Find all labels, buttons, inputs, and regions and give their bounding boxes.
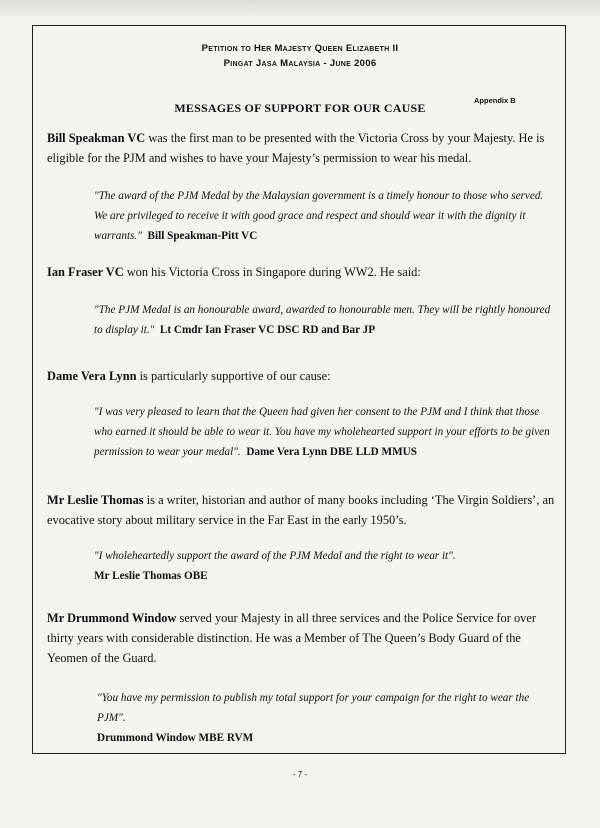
person-name: Dame Vera Lynn [47,369,137,383]
paragraph-fraser [47,262,555,282]
page-number: - 7 - [292,770,308,779]
quote-lynn [94,402,556,462]
paragraph-lynn [47,366,555,386]
paragraph-text: is a writer, historian and author of many books including ‘The Virgin Soldiers’, an evocative story about military service in the Far East in the early 1950’s. [47,493,555,527]
paragraph-text: won his Victoria Cross in Singapore during WW2. He said: [123,265,421,279]
person-name: Bill Speakman VC [47,131,146,145]
quote-text: "I was very pleased to learn that the Queen had given her consent to the PJM and I think that those who earned it should be able to wear it. You have my wholehearted support in your efforts to be given permission to wear your medal". [94,406,550,458]
document-header-title: Petition to Her Majesty Queen Elizabeth II [201,43,399,54]
quote-attribution: Mr Leslie Thomas OBE [94,570,208,582]
quote-text: "I wholeheartedly support the award of the PJM Medal and the right to wear it". [94,550,456,562]
paragraph-window [47,608,555,668]
quote-attribution: Dame Vera Lynn DBE LLD MMUS [246,446,417,458]
paragraph-text: is particularly supportive of our cause: [136,369,331,383]
section-title: MESSAGES OF SUPPORT FOR OUR CAUSE [174,101,426,115]
quote-text: "You have my permission to publish my total support for your campaign for the right to wear the PJM". [97,692,530,724]
quote-window [97,688,537,748]
quote-fraser [94,300,556,340]
paragraph-text: served your Majesty in all three services and the Police Service for over thirty years with considerable distinction. He was a Member of The Queen’s Body Guard of the Yeomen of the Guard. [47,611,536,665]
document-header-subtitle: Pingat Jasa Malaysia - June 2006 [223,58,377,69]
quote-attribution: Lt Cmdr Ian Fraser VC DSC RD and Bar JP [159,324,376,336]
paragraph-thomas [47,490,555,530]
quote-text: "The award of the PJM Medal by the Malaysian government is a timely honour to those who served. We are privileged to receive it with good grace and respect and should wear it with the dignity it warrants." [94,190,544,242]
quote-thomas [94,546,556,586]
scan-edge [0,0,600,16]
person-name: Mr Drummond Window [47,611,177,625]
person-name: Ian Fraser VC [47,265,124,279]
paragraph-speakman [47,128,555,168]
quote-attribution: Bill Speakman-Pitt VC [147,230,258,242]
quote-text: "The PJM Medal is an honourable award, awarded to honourable men. They will be rightly honoured to display it." [94,304,551,336]
person-name: Mr Leslie Thomas [47,493,144,507]
quote-attribution: Drummond Window MBE RVM [97,732,254,744]
paragraph-text: was the first man to be presented with the Victoria Cross by your Majesty. He is eligible for the PJM and wishes to have your Majesty’s permission to wear his medal. [47,131,545,165]
quote-speakman [94,186,556,246]
appendix-label: Appendix B [474,96,516,105]
